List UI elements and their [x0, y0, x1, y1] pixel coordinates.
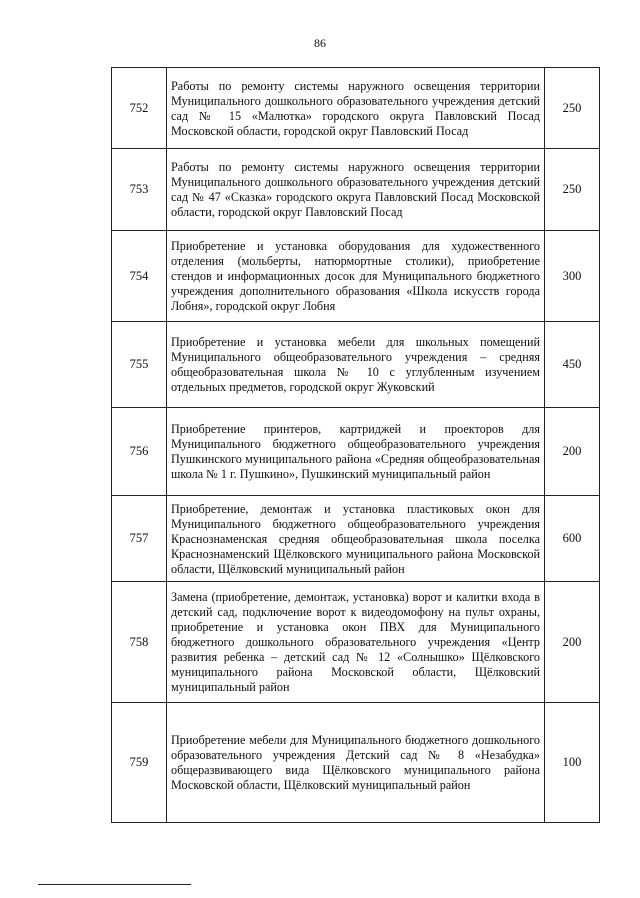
row-number: 753 [112, 149, 167, 231]
row-amount: 100 [545, 703, 600, 823]
row-description: Приобретение, демонтаж и установка пластиковых окон для Муниципального бюджетного общеобразовательного учреждения Краснознаменская средняя общеобразовательная школа поселка Краснознаменский Щёлковского муниципального района Московской области, Щёлковский муниципальный район [167, 496, 545, 582]
table-row [112, 703, 600, 823]
row-amount: 450 [545, 322, 600, 408]
row-number: 754 [112, 231, 167, 322]
table-row [112, 582, 600, 703]
table-row [112, 231, 600, 322]
row-amount: 250 [545, 68, 600, 149]
table-row [112, 408, 600, 496]
row-amount: 600 [545, 496, 600, 582]
row-amount: 250 [545, 149, 600, 231]
row-description: Приобретение и установка мебели для школьных помещений Муниципального общеобразовательного учреждения – средняя общеобразовательная школа № 10 с углубленным изучением отдельных предметов, городской округ Жуковский [167, 322, 545, 408]
row-number: 752 [112, 68, 167, 149]
row-amount: 200 [545, 408, 600, 496]
table-row [112, 149, 600, 231]
row-amount: 200 [545, 582, 600, 703]
allocation-table [111, 67, 600, 823]
table-row [112, 68, 600, 149]
table-row [112, 322, 600, 408]
row-number: 758 [112, 582, 167, 703]
row-description: Замена (приобретение, демонтаж, установка) ворот и калитки входа в детский сад, подключение ворот к видеодомофону на пульт охраны, приобретение и установка окон ПВХ для Муниципального бюджетного дошкольного образовательного учреждения «Центр развития ребенка – детский сад № 12 «Солнышко» Щёлковского муниципального района Московской области, Щёлковский муниципальный район [167, 582, 545, 703]
row-description: Приобретение и установка оборудования для художественного отделения (мольберты, натюрмортные столики), приобретение стендов и информационных досок для Муниципального бюджетного учреждения дополнительного образования «Школа искусств города Лобня», городской округ Лобня [167, 231, 545, 322]
row-description: Приобретение принтеров, картриджей и проекторов для Муниципального бюджетного общеобразовательного учреждения Пушкинского муниципального района «Средняя общеобразовательная школа № 1 г. Пушкино», Пушкинский муниципальный район [167, 408, 545, 496]
row-description: Работы по ремонту системы наружного освещения территории Муниципального дошкольного образовательного учреждения детский сад № 15 «Малютка» городского округа Павловский Посад Московской области, городской округ Павловский Посад [167, 68, 545, 149]
row-number: 755 [112, 322, 167, 408]
row-description: Работы по ремонту системы наружного освещения территории Муниципального дошкольного образовательного учреждения детский сад № 47 «Сказка» городского округа Павловский Посад Московской области, городской округ Павловский Посад [167, 149, 545, 231]
row-number: 757 [112, 496, 167, 582]
row-number: 759 [112, 703, 167, 823]
page-number: 86 [314, 36, 326, 50]
row-description: Приобретение мебели для Муниципального бюджетного дошкольного образовательного учреждения Детский сад № 8 «Незабудка» общеразвивающего вида Щёлковского муниципального района Московской области, Щёлковский муниципальный район [167, 703, 545, 823]
row-number: 756 [112, 408, 167, 496]
row-amount: 300 [545, 231, 600, 322]
footnote-divider [38, 884, 191, 885]
table-row [112, 496, 600, 582]
